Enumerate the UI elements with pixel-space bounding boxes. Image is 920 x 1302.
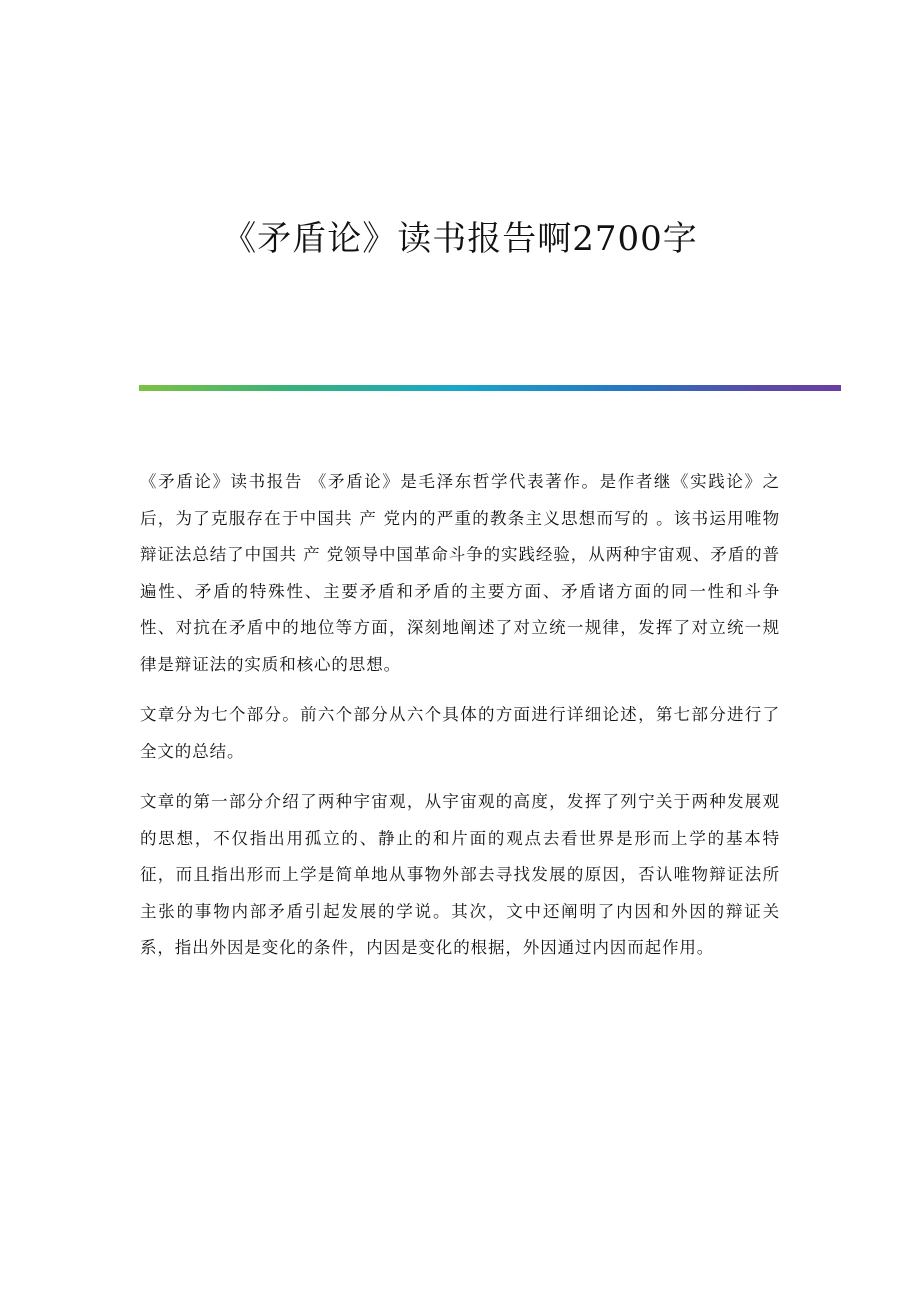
- paragraph-part-one: 文章的第一部分介绍了两种宇宙观，从宇宙观的高度，发挥了列宁关于两种发展观的思想，不仅指出用孤立的、静止的和片面的观点去看世界是形而上学的基本特征，而且指出形而上学是简单地从事物外部去寻找发展的原因，否认唯物辩证法所主张的事物内部矛盾引起发展的学说。其次，文中还阐明了内因和外因的辩证关系，指出外因是变化的条件，内因是变化的根据，外因通过内因而起作用。: [140, 792, 780, 957]
- paragraph-intro: 《矛盾论》读书报告 《矛盾论》是毛泽东哲学代表著作。是作者继《实践论》之后，为了克服存在于中国共 产 党内的严重的教条主义思想而写的 。该书运用唯物辩证法总结了中国共 产 党领导中国革命斗争的实践经验，从两种宇宙观、矛盾的普遍性、矛盾的特殊性、主要矛盾和矛盾的主要方面、矛盾诸方面的同一性和斗争性、对抗在矛盾中的地位等方面，深刻地阐述了对立统一规律，发挥了对立统一规律是辩证法的实质和核心的思想。: [140, 472, 780, 674]
- document-body: [140, 464, 780, 981]
- gradient-divider: [139, 385, 841, 391]
- paragraph-structure: 文章分为七个部分。前六个部分从六个具体的方面进行详细论述，第七部分进行了全文的总结。: [140, 705, 780, 761]
- document-title: 《矛盾论》读书报告啊2700字: [222, 219, 698, 259]
